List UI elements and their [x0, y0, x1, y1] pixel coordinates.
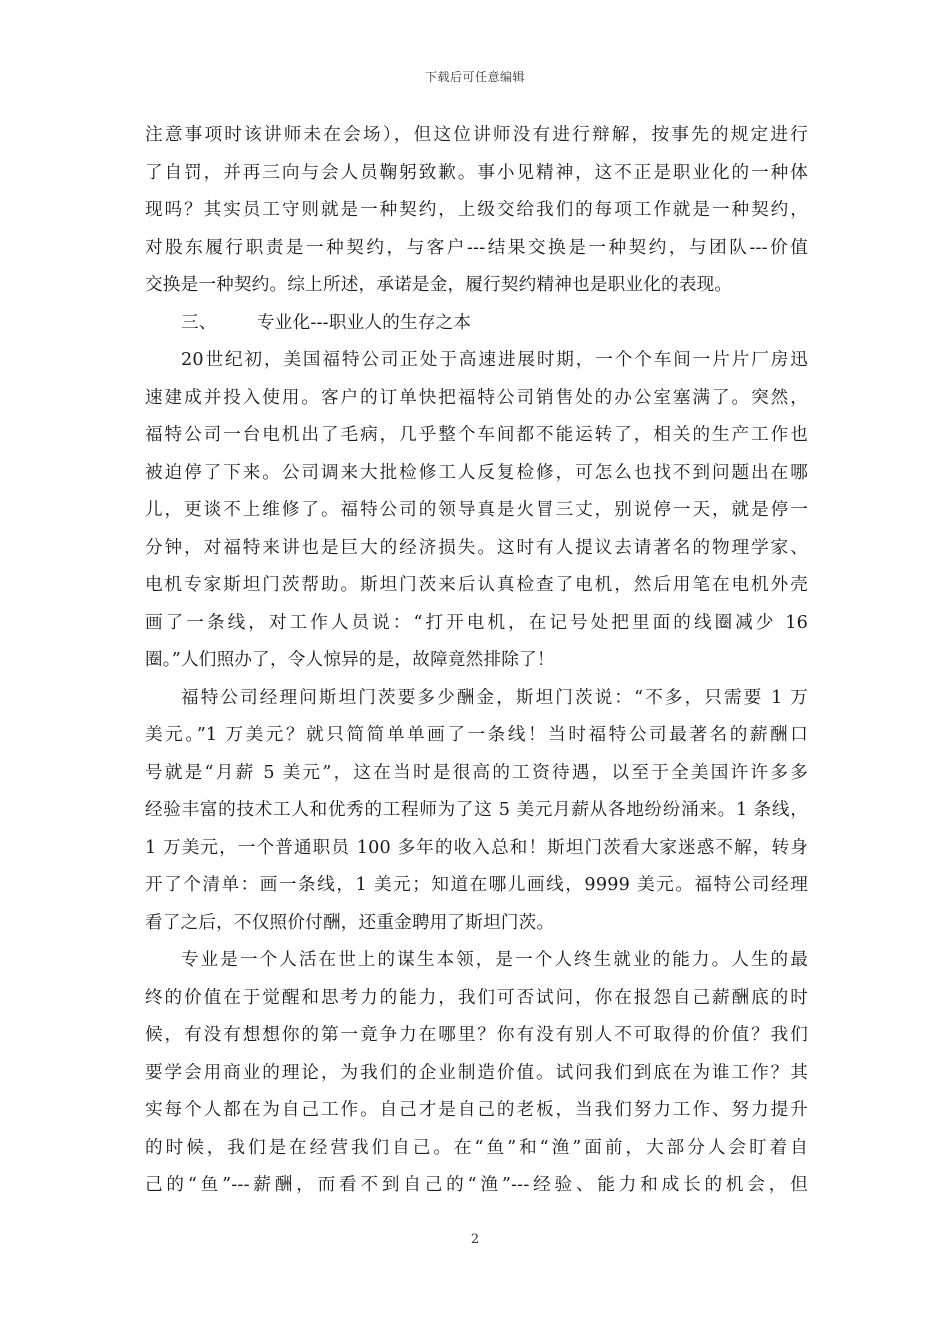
text-line: 经验丰富的技术工人和优秀的工程师为了这 5 美元月薪从各地纷纷涌来。1 条线， — [145, 800, 808, 820]
section-heading — [145, 305, 808, 343]
text-line: 分钟，对福特来讲也是巨大的经济损失。这时有人提议去请著名的物理学家、 — [145, 537, 808, 558]
text-line: 儿，更谈不上维修了。福特公司的领导真是火冒三丈，别说停一天，就是停一 — [145, 500, 808, 520]
page-number: 2 — [470, 1232, 480, 1247]
text-line: 终的价值在于觉醒和思考力的能力，我们可否试问，你在报怨自己薪酬底的时 — [145, 987, 808, 1008]
text-line: 被迫停了下来。公司调来大批检修工人反复检修，可怎么也找不到问题出在哪 — [145, 462, 808, 483]
page-header: 下载后可任意编辑 — [424, 70, 525, 84]
paragraph-2 — [145, 342, 808, 680]
text-line: 速建成并投入使用。客户的订单快把福特公司销售处的办公室塞满了。突然， — [145, 387, 808, 408]
text-line: 美元。”1 万美元？就只简简单单画了一条线！当时福特公司最著名的薪酬口 — [145, 725, 808, 745]
text-line: 交换是一种契约。综上所述，承诺是金，履行契约精神也是职业化的表现。 — [145, 275, 733, 295]
text-line: 专业是一个人活在世上的谋生本领，是一个人终生就业的能力。人生的最 — [181, 950, 808, 970]
text-line: 现吗？其实员工守则就是一种契约，上级交给我们的每项工作就是一种契约， — [145, 200, 808, 220]
text-line: 候，有没有想想你的第一竟争力在哪里？你有没有别人不可取得的价值？我们 — [145, 1025, 808, 1045]
text-line: 开了个清单：画一条线，1 美元；知道在哪儿画线，9999 美元。福特公司经理 — [145, 875, 808, 895]
text-line: 20世纪初，美国福特公司正处于高速进展时期，一个个车间一片片厂房迅 — [181, 350, 808, 370]
text-line: 号就是“月薪 5 美元”，这在当时是很高的工资待遇，以至于全美国许许多多 — [145, 762, 808, 783]
text-line: 实每个人都在为自己工作。自己才是自己的老板，当我们努力工作、努力提升 — [145, 1100, 808, 1120]
text-line: 的时候，我们是在经营我们自己。在“鱼”和“渔”面前，大部分人会盯着自 — [145, 1137, 808, 1158]
text-line: 己的“鱼”---薪酬，而看不到自己的“渔”---经验、能力和成长的机会，但 — [145, 1175, 808, 1195]
paragraph-3 — [145, 680, 808, 943]
text-line: 注意事项时该讲师未在会场），但这位讲师没有进行辩解，按事先的规定进行 — [145, 125, 808, 145]
text-line: 要学会用商业的理论，为我们的企业制造价值。试问我们到底在为谁工作？其 — [145, 1062, 808, 1083]
text-line: 圈。”人们照办了，令人惊异的是，故障竟然排除了！ — [145, 650, 555, 670]
text-line: 了自罚，并再三向与会人员鞠躬致歉。事小见精神，这不正是职业化的一种体 — [145, 162, 808, 183]
paragraph-1 — [145, 117, 808, 305]
text-line: 对股东履行职责是一种契约，与客户---结果交换是一种契约，与团队---价值 — [145, 237, 808, 258]
text-line: 看了之后，不仅照价付酬，还重金聘用了斯坦门茨。 — [145, 912, 555, 933]
text-line: 1 万美元，一个普通职员 100 多年的收入总和！斯坦门茨看大家迷惑不解，转身 — [145, 837, 808, 858]
text-line: 画了一条线，对工作人员说：“打开电机，在记号处把里面的线圈减少 16 — [145, 612, 808, 633]
document-body — [145, 117, 808, 1205]
text-line: 福特公司经理问斯坦门茨要多少酬金，斯坦门茨说：“不多，只需要 1 万 — [181, 687, 808, 708]
text-line: 福特公司一台电机出了毛病，几乎整个车间都不能运转了，相关的生产工作也 — [145, 425, 808, 445]
section-title: 专业化---职业人的生存之本 — [257, 312, 472, 333]
paragraph-4 — [145, 942, 808, 1205]
section-number: 三、 — [181, 312, 217, 333]
text-line: 电机专家斯坦门茨帮助。斯坦门茨来后认真检查了电机，然后用笔在电机外壳 — [145, 575, 808, 595]
